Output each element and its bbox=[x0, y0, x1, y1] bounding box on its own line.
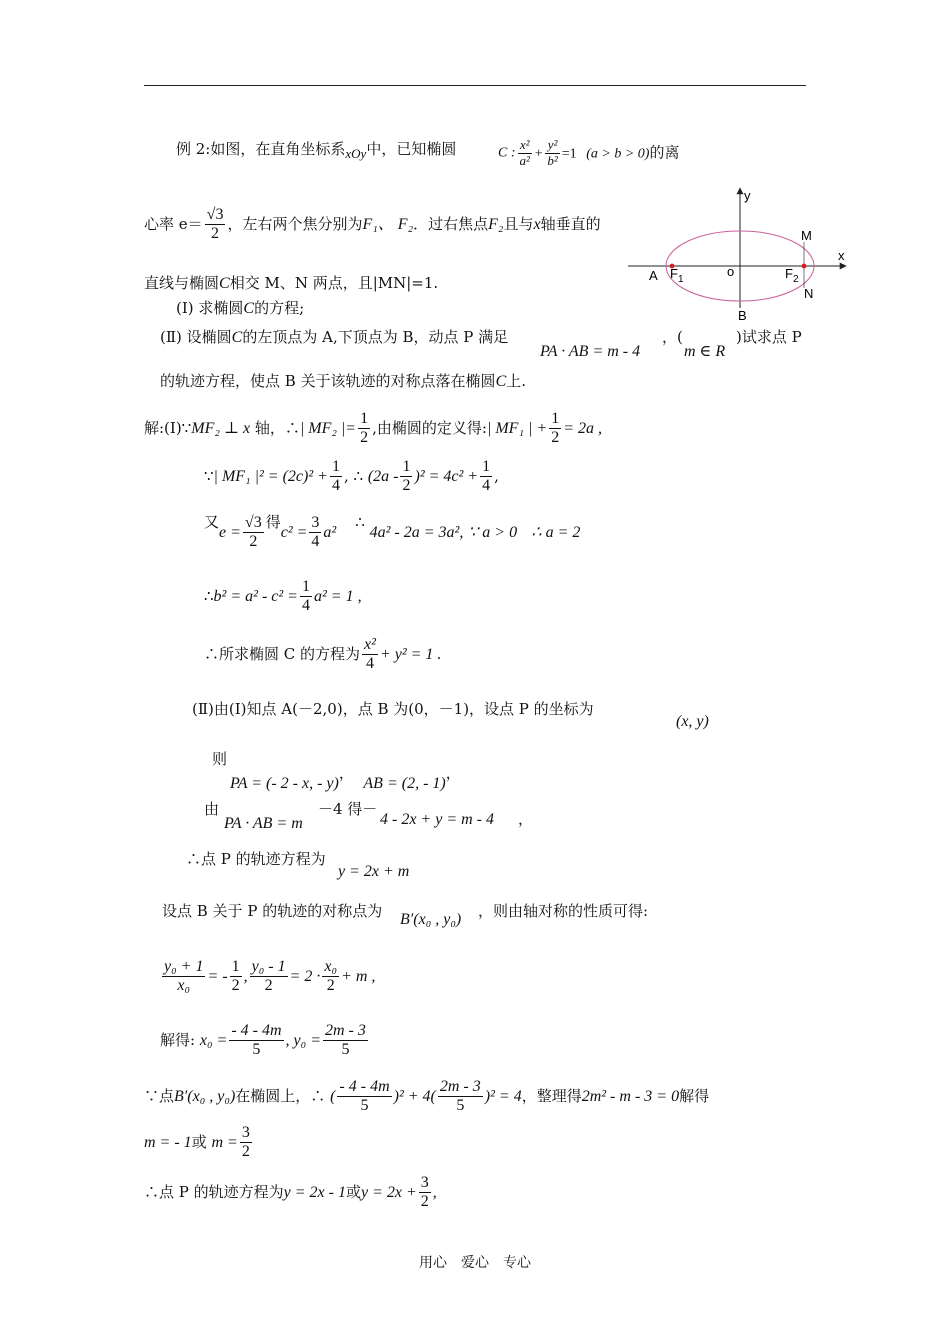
question-1 bbox=[176, 301, 304, 317]
denominator: b² bbox=[547, 152, 558, 168]
fraction-y2-b2 bbox=[545, 138, 559, 169]
fraction bbox=[337, 1078, 391, 1116]
math: a² bbox=[323, 523, 337, 541]
denominator: 2 bbox=[211, 225, 220, 243]
math: AB = (2, - 1) bbox=[363, 775, 446, 792]
text: , bbox=[494, 466, 499, 485]
math: | MF₁ |² = (2c)² + bbox=[213, 467, 328, 485]
denominator: 4 bbox=[365, 655, 374, 673]
problem-line-2 bbox=[144, 206, 601, 244]
denominator: 5 bbox=[456, 1097, 465, 1115]
denominator: 2 bbox=[249, 533, 258, 551]
fraction bbox=[419, 1174, 431, 1212]
symmetry-equations bbox=[160, 958, 375, 996]
denominator: 5 bbox=[252, 1041, 261, 1059]
problem-line-1 bbox=[176, 142, 456, 160]
math: ∵ a > 0 bbox=[468, 523, 518, 541]
denominator: 2 bbox=[326, 977, 335, 995]
math-c: C bbox=[231, 329, 243, 346]
fraction-sqrt3-2 bbox=[205, 206, 226, 244]
denominator: 4 bbox=[331, 477, 340, 495]
math: 4a² - 2a = 3a², bbox=[369, 523, 464, 541]
question-2-tail bbox=[662, 330, 683, 345]
denominator: 2 bbox=[264, 977, 273, 995]
math: = 2a , bbox=[563, 419, 602, 437]
math: = - bbox=[207, 967, 228, 985]
fraction bbox=[438, 1078, 483, 1116]
focus-f2-point bbox=[802, 264, 807, 269]
denominator: 2 bbox=[402, 477, 411, 495]
numerator: 3 bbox=[240, 1124, 252, 1143]
math-c: C bbox=[495, 373, 507, 390]
header-rule bbox=[144, 85, 806, 86]
denominator: 2 bbox=[231, 977, 240, 995]
final-answer bbox=[144, 1174, 437, 1212]
label-n: N bbox=[804, 286, 814, 301]
label-x: x bbox=[838, 248, 845, 263]
text: ．过右焦点 bbox=[413, 214, 489, 233]
text: ∵点 bbox=[144, 1086, 175, 1105]
text: 的左顶点为 A,下顶点为 B，动点 P 满足 bbox=[242, 328, 509, 346]
math-c: C bbox=[219, 275, 230, 292]
math: , y₀ = bbox=[285, 1031, 321, 1049]
numerator: x² bbox=[362, 636, 378, 655]
math: )² = 4 bbox=[484, 1087, 522, 1105]
fraction-one-quarter bbox=[330, 458, 342, 496]
numerator: √3 bbox=[243, 514, 264, 533]
numerator: x² bbox=[518, 138, 532, 154]
fraction-one-half bbox=[400, 458, 412, 496]
plus-sign: + bbox=[533, 146, 544, 162]
numerator: y² bbox=[545, 138, 559, 154]
text: )试求点 P bbox=[736, 328, 802, 346]
math: B′(x₀ , y₀) bbox=[400, 911, 462, 928]
fraction-x2-4 bbox=[362, 636, 378, 674]
fraction bbox=[230, 958, 242, 996]
solution-line-5 bbox=[204, 636, 441, 674]
math-m-in-r: m ∈ R bbox=[684, 343, 726, 360]
substitute-line bbox=[144, 1078, 709, 1116]
numerator: 1 bbox=[549, 410, 561, 429]
text: 设点 B 关于 P 的轨迹的对称点为 bbox=[162, 902, 383, 920]
text: 直线与椭圆 bbox=[144, 274, 220, 292]
math: | MF₂ |= bbox=[299, 419, 357, 437]
math: B′(x₀ , y₀) bbox=[174, 1087, 236, 1105]
numerator: 3 bbox=[419, 1174, 431, 1193]
numerator: 1 bbox=[480, 458, 492, 477]
text: , ∴ bbox=[343, 466, 364, 485]
numerator: y₀ - 1 bbox=[250, 958, 288, 977]
text: (Ⅱ)由(Ⅰ)知点 A(－2,0)，点 B 为(0，－1)，设点 P 的坐标为 bbox=[192, 700, 594, 718]
text: ∴点 P 的轨迹方程为 bbox=[186, 850, 326, 868]
numerator: 3 bbox=[309, 514, 321, 533]
text: ，( bbox=[662, 328, 683, 346]
text: ∴所求椭圆 C 的方程为 bbox=[204, 644, 361, 663]
numerator: - 4 - 4m bbox=[229, 1022, 283, 1041]
label-y: y bbox=[744, 188, 751, 203]
text: 且与 bbox=[503, 214, 534, 233]
vector-line bbox=[230, 766, 461, 792]
math: )² = 4c² + bbox=[414, 467, 479, 485]
math: y = 2x + m bbox=[338, 863, 410, 880]
math-point-p: (x, y) bbox=[676, 713, 709, 730]
math: (2a - bbox=[367, 467, 399, 485]
denominator: 4 bbox=[301, 597, 310, 615]
math: , bbox=[243, 967, 248, 985]
numerator: 2m - 3 bbox=[323, 1022, 368, 1041]
text: 得 bbox=[265, 512, 281, 531]
text: 或 bbox=[345, 1182, 361, 1201]
text: (Ⅰ) 求椭圆 bbox=[176, 299, 244, 317]
denominator: 2 bbox=[420, 1193, 429, 1211]
numerator: - 4 - 4m bbox=[337, 1078, 391, 1097]
math: y = 2x + bbox=[360, 1183, 417, 1201]
math: , bbox=[432, 1183, 437, 1201]
label-b: B bbox=[738, 308, 747, 323]
solution-line-1 bbox=[144, 410, 602, 448]
math: PA · AB = m bbox=[224, 815, 303, 832]
math-c: C bbox=[243, 300, 255, 317]
numerator: 2m - 3 bbox=[438, 1078, 483, 1097]
text: ∴ bbox=[355, 512, 365, 531]
fraction bbox=[323, 1022, 368, 1060]
text: 或 bbox=[191, 1132, 207, 1151]
denominator: 2 bbox=[551, 429, 560, 447]
condition: (a > b > 0) bbox=[586, 146, 650, 162]
denominator: 5 bbox=[360, 1097, 369, 1115]
text: ， bbox=[518, 810, 534, 828]
ellipse-equation bbox=[498, 138, 679, 169]
solution-part2-line-1 bbox=[192, 702, 594, 717]
math: x₀ = bbox=[199, 1031, 228, 1049]
label-m: M bbox=[801, 228, 812, 243]
fraction bbox=[229, 1022, 283, 1060]
text: 相交 M、N 两点，且|MN|=1. bbox=[229, 274, 439, 292]
math: c² = bbox=[280, 523, 308, 541]
math-f2: F₂ bbox=[488, 215, 504, 233]
denominator: 2 bbox=[360, 429, 369, 447]
numerator: 1 bbox=[300, 578, 312, 597]
text: 轴，∴ bbox=[254, 418, 300, 437]
math: | MF₁ | + bbox=[486, 419, 548, 437]
math: + m , bbox=[341, 967, 376, 985]
text: ∴点 P 的轨迹方程为 bbox=[144, 1182, 284, 1201]
text: 在椭圆上，∴ bbox=[235, 1086, 326, 1105]
math: = 2 · bbox=[289, 967, 321, 985]
numerator: 1 bbox=[330, 458, 342, 477]
text: 的轨迹方程，使点 B 关于该轨迹的对称点落在椭圆 bbox=[160, 372, 496, 390]
numerator: 1 bbox=[400, 458, 412, 477]
label-o: o bbox=[727, 264, 735, 279]
equals-one: =1 bbox=[561, 146, 577, 162]
solution-line-2 bbox=[204, 458, 499, 496]
math: y = 2x - 1 bbox=[283, 1183, 346, 1201]
numerator: y₀ + 1 bbox=[162, 958, 205, 977]
question-2 bbox=[160, 330, 508, 346]
text: (Ⅱ) 设椭圆 bbox=[160, 328, 232, 346]
text: 例 2:如图，在直角坐标系 bbox=[176, 140, 346, 158]
fraction-one-quarter bbox=[480, 458, 492, 496]
math: )² + 4( bbox=[393, 1087, 436, 1105]
fraction-x2-a2 bbox=[518, 138, 532, 169]
text: 又 bbox=[204, 512, 220, 531]
text: ,由椭圆的定义得: bbox=[372, 418, 487, 437]
text: 心率 e＝ bbox=[144, 214, 203, 233]
fraction-one-half bbox=[549, 410, 561, 448]
math: ∴ a = 2 bbox=[531, 523, 581, 541]
fraction bbox=[322, 958, 339, 996]
math: ( bbox=[330, 1087, 336, 1105]
fraction bbox=[162, 958, 205, 996]
problem-line-3 bbox=[144, 276, 438, 292]
solve-line bbox=[160, 1022, 370, 1060]
text: 的方程; bbox=[254, 299, 305, 317]
label-f2: $F_2$ bbox=[785, 266, 799, 285]
dot-product-condition: PA · AB = m - 4 bbox=[540, 343, 641, 360]
text: ，整理得 bbox=[521, 1086, 582, 1105]
numerator: √3 bbox=[205, 206, 226, 225]
text: 解:(Ⅰ)∵ bbox=[144, 418, 192, 437]
math: m = - 1 bbox=[144, 1133, 192, 1151]
denominator: 5 bbox=[341, 1041, 350, 1059]
math: m = bbox=[211, 1133, 238, 1151]
text: 由 bbox=[204, 800, 220, 818]
text: 解得: bbox=[160, 1030, 196, 1049]
denominator: 4 bbox=[482, 477, 491, 495]
math: PA = (- 2 - x, - y) bbox=[230, 775, 339, 792]
fraction bbox=[240, 1124, 252, 1162]
math: e = bbox=[219, 523, 241, 541]
math: 2m² - m - 3 = 0 bbox=[581, 1087, 680, 1105]
solution-line-4 bbox=[204, 578, 362, 616]
denominator: 2 bbox=[241, 1143, 250, 1161]
math-c: C : bbox=[498, 145, 516, 161]
math: b² = a² - c² = bbox=[213, 587, 298, 605]
math-x: x bbox=[533, 215, 541, 233]
label-a: A bbox=[649, 268, 658, 283]
denominator: a² bbox=[519, 152, 530, 168]
fraction-three-quarters bbox=[309, 514, 321, 552]
text: ，则由轴对称的性质可得: bbox=[478, 902, 649, 920]
text: ∴ bbox=[204, 586, 214, 605]
text: ，左右两个焦分别为 bbox=[227, 214, 363, 233]
numerator: 1 bbox=[230, 958, 242, 977]
ellipse-figure bbox=[620, 180, 860, 325]
question-2-line-2 bbox=[160, 374, 526, 390]
text: 上. bbox=[506, 372, 527, 390]
math-xoy: xOy bbox=[345, 146, 367, 161]
footer-text: 用心 爱心 专心 bbox=[419, 1255, 531, 1271]
numerator: 1 bbox=[358, 410, 370, 429]
m-values bbox=[144, 1124, 254, 1162]
math: MF₂ ⊥ x bbox=[191, 419, 251, 437]
label-f1: $F_1$ bbox=[670, 266, 684, 285]
text: 的离 bbox=[649, 143, 680, 162]
numerator: x₀ bbox=[322, 958, 339, 977]
math: + y² = 1 . bbox=[379, 645, 442, 663]
text: 中，已知椭圆 bbox=[366, 140, 457, 158]
denominator: 4 bbox=[311, 533, 320, 551]
math: a² = 1 , bbox=[313, 587, 362, 605]
fraction bbox=[250, 958, 288, 996]
math: 4 - 2x + y = m - 4 bbox=[380, 811, 495, 828]
fraction-one-half bbox=[358, 410, 370, 448]
fraction-sqrt3-2 bbox=[243, 514, 264, 552]
text: ， bbox=[338, 764, 354, 782]
text: ∵ bbox=[204, 466, 214, 485]
solution-line-3 bbox=[204, 514, 580, 552]
fraction-one-quarter bbox=[300, 578, 312, 616]
text: ， bbox=[445, 764, 461, 782]
text: －4 得－ bbox=[318, 800, 378, 818]
denominator: x₀ bbox=[177, 977, 191, 995]
math-foci: F₁、 F₂ bbox=[362, 215, 414, 233]
text: 则 bbox=[212, 750, 228, 768]
text: 解得 bbox=[679, 1086, 710, 1105]
text: 轴垂直的 bbox=[540, 214, 601, 233]
